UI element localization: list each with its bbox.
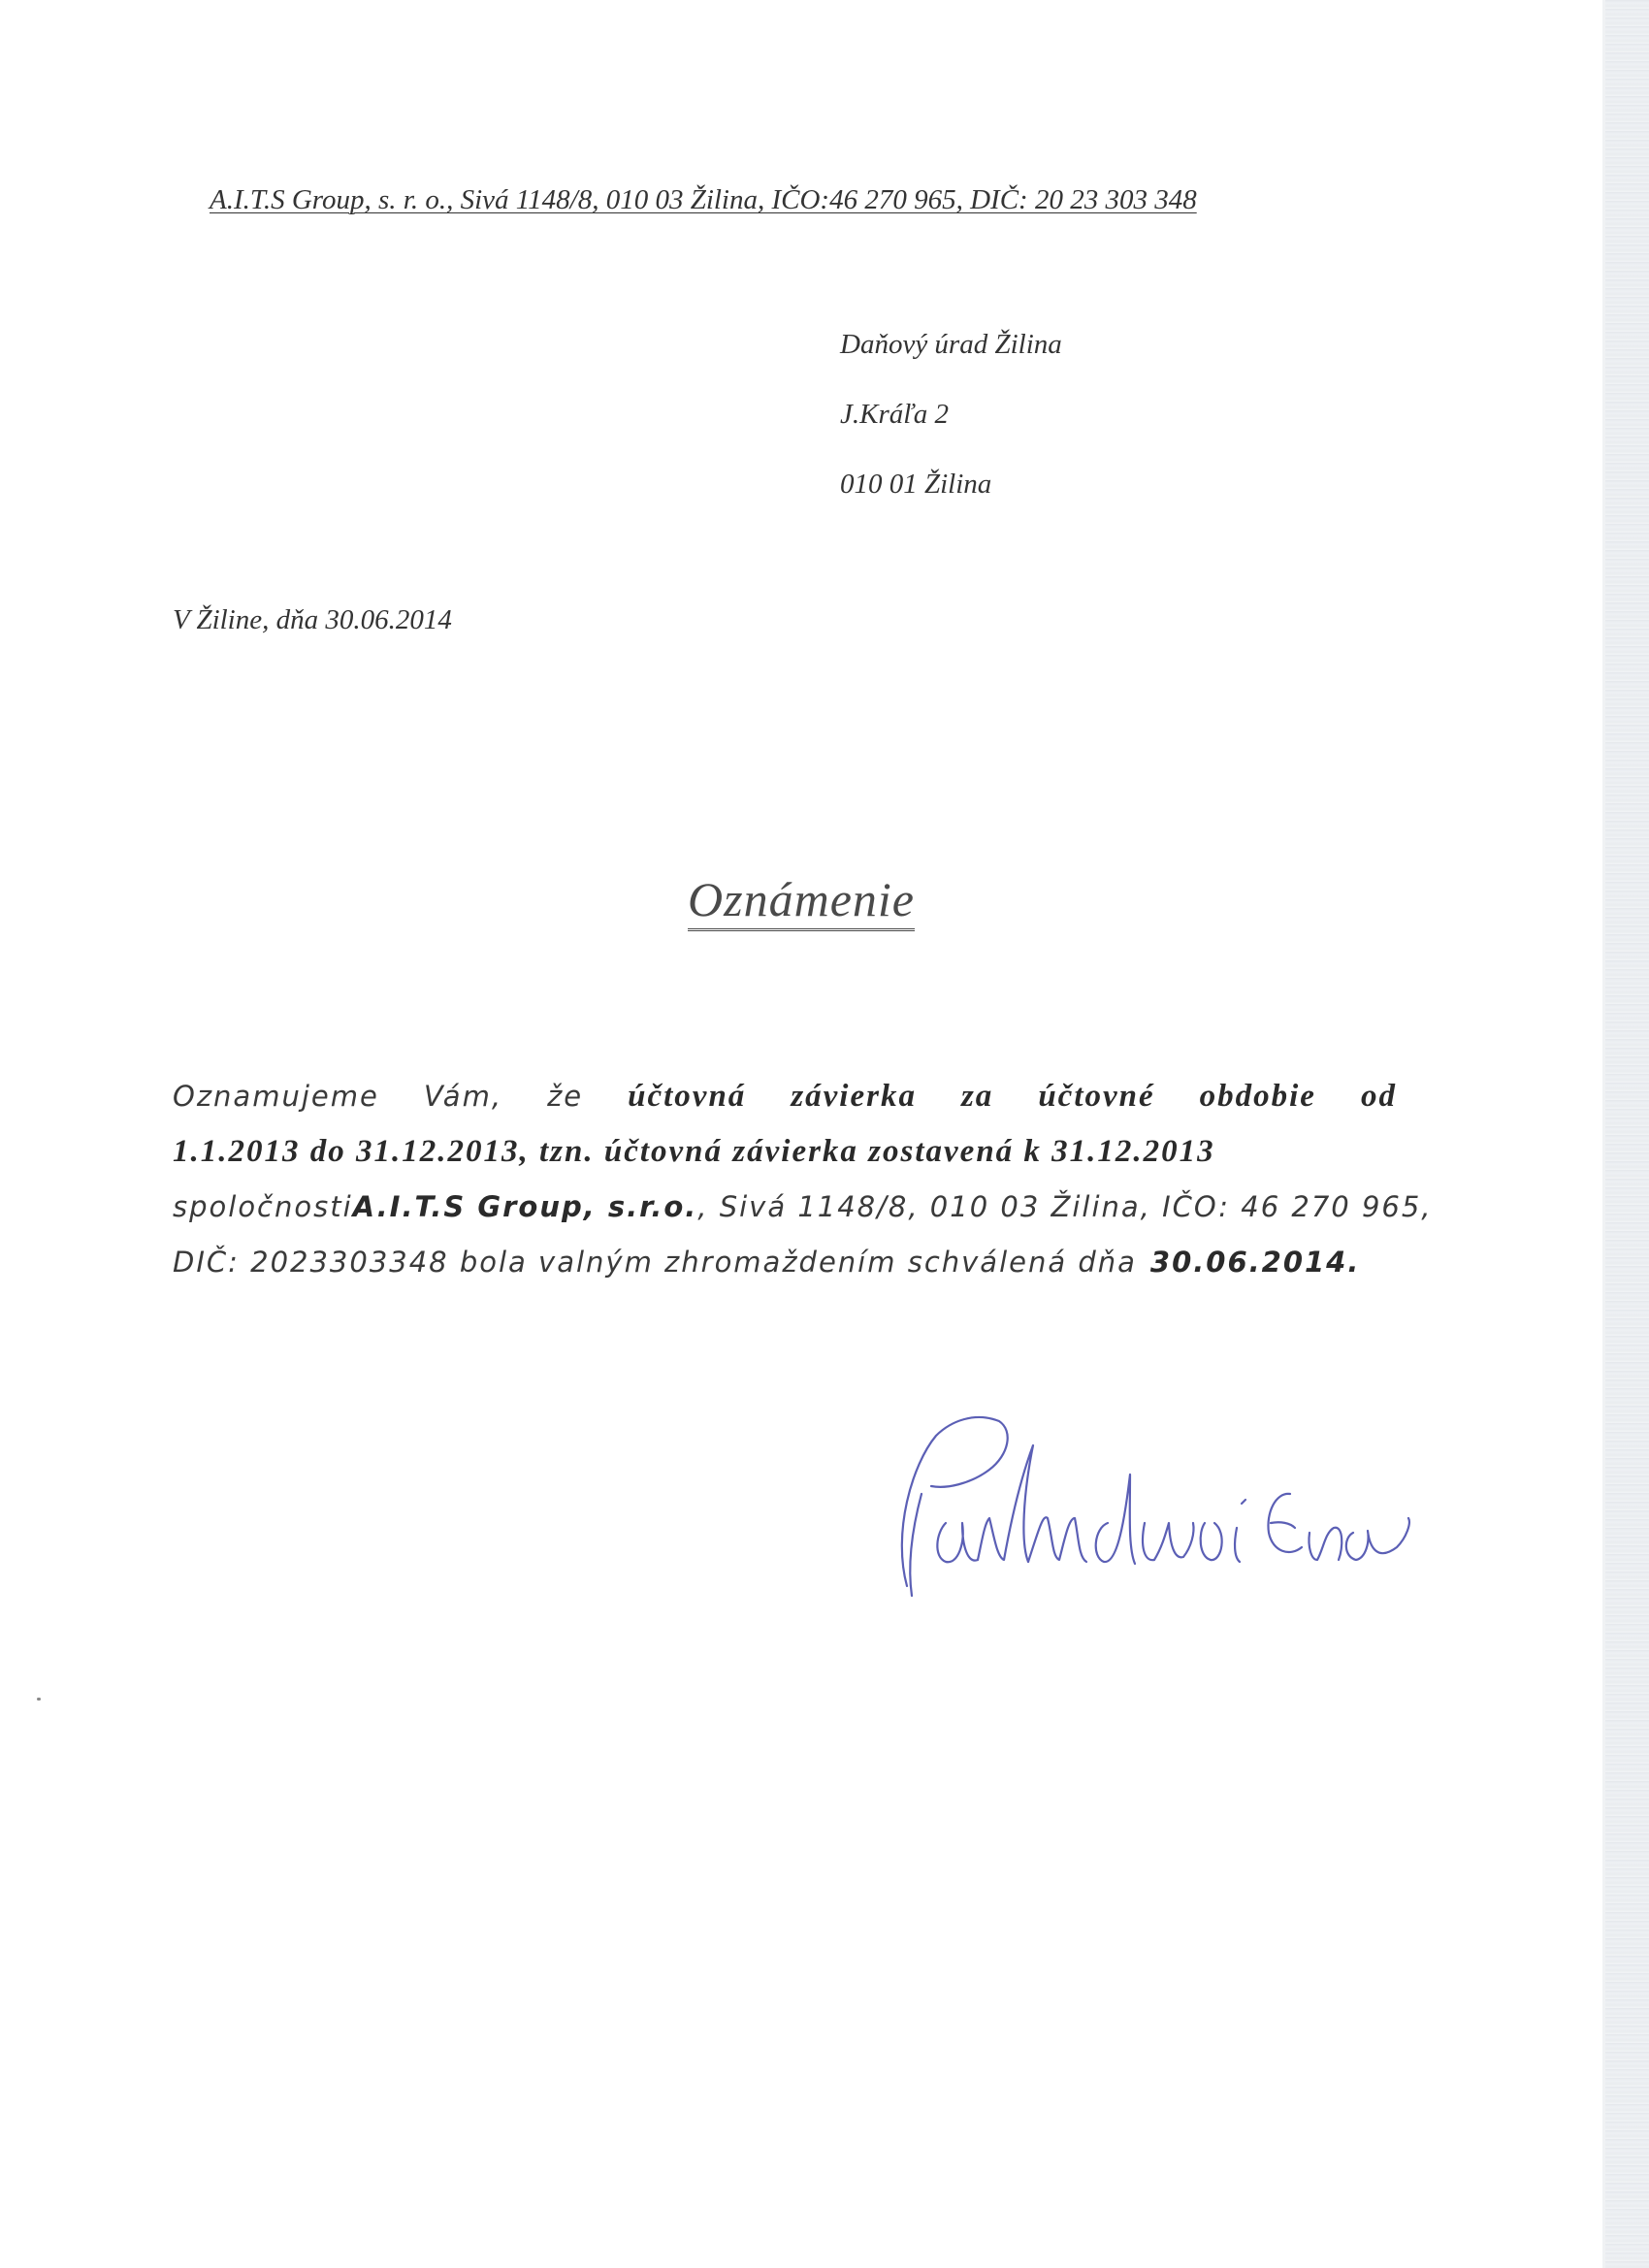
body-word: účtovná [628,1079,747,1114]
body-approval-date: 30.06.2014. [1149,1246,1361,1279]
recipient-name: Daňový úrad Žilina [840,329,1062,360]
body-line-2 [173,1122,1397,1178]
handwritten-signature [854,1377,1426,1630]
body-word: že [547,1080,584,1113]
body-word: účtovné [1038,1079,1155,1114]
recipient-address [840,325,1062,535]
body-company-name: A.I.T.S Group, s.r.o. [352,1190,698,1223]
body-line-1 [173,1067,1397,1122]
recipient-street: J.Kráľa 2 [840,399,950,430]
body-word: Vám, [423,1080,503,1113]
place-date: V Žiline, dňa 30.06.2014 [173,604,452,635]
body-word: závierka [791,1079,917,1114]
body-period-text: 1.1.2013 do 31.12.2013, tzn. účtovná závierka zostavená k 31.12.2013 [173,1134,1215,1169]
body-word: obdobie [1199,1079,1316,1114]
scan-speck [37,1698,41,1701]
body-line-3 [173,1178,1433,1233]
body-word: za [960,1079,994,1114]
scan-edge [1605,0,1649,2268]
body-paragraph [173,1067,1433,1288]
body-company-prefix: spoločnosti [173,1190,353,1223]
body-approval-text: DIČ: 2023303348 bola valným zhromaždením schválená dňa [173,1246,1137,1279]
body-word: od [1360,1079,1397,1114]
company-header: A.I.T.S Group, s. r. o., Sivá 1148/8, 010 03 Žilina, IČO:46 270 965, DIČ: 20 23 303 348 [210,184,1197,215]
body-word: Oznamujeme [173,1080,379,1113]
title-text: Oznámenie [688,872,915,931]
document-title [0,871,1602,931]
recipient-city: 010 01 Žilina [840,469,992,500]
body-company-details: , Sivá 1148/8, 010 03 Žilina, IČO: 46 270 965, [697,1190,1433,1223]
body-line-4 [173,1233,1397,1288]
